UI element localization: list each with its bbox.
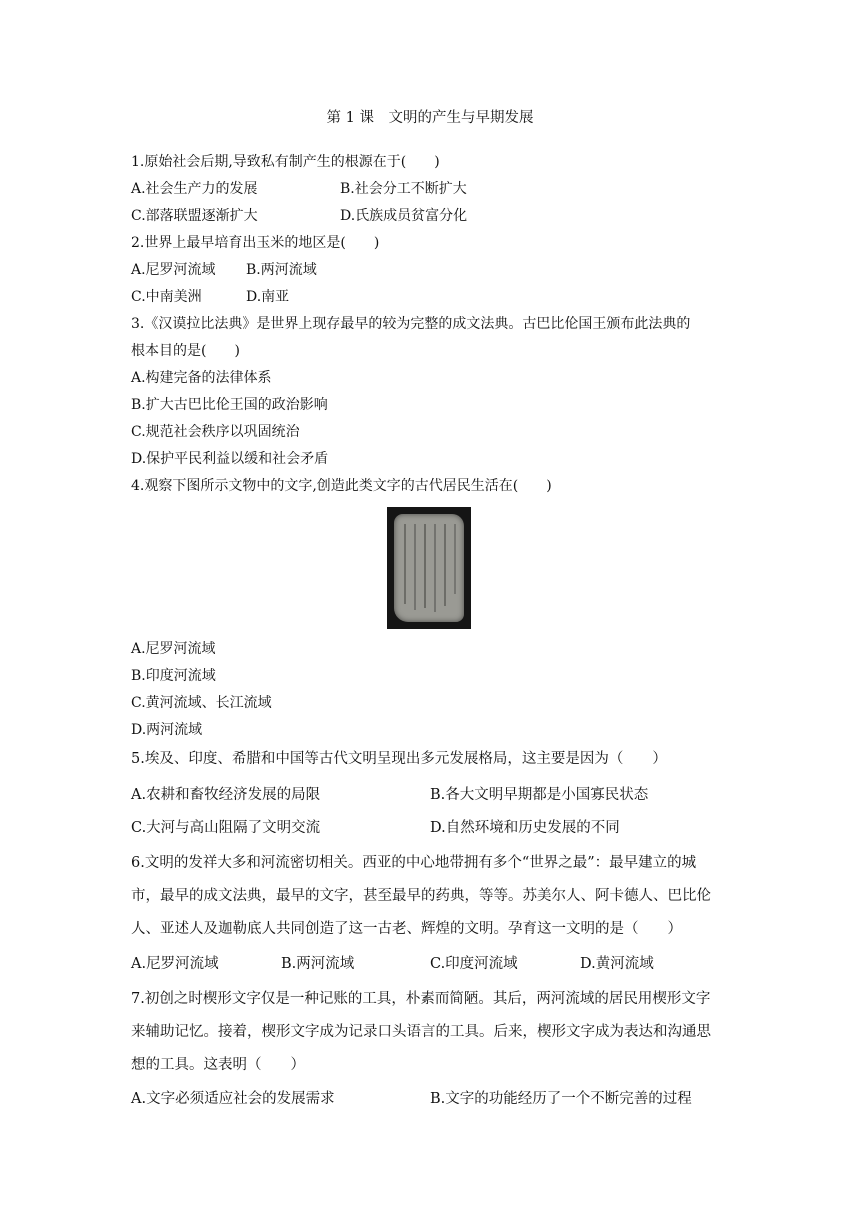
question-5: 5.埃及、印度、希腊和中国等古代文明呈现出多元发展格局，这主要是因为（ ） — [131, 751, 667, 767]
q1-option-a: A.社会生产力的发展 — [131, 181, 258, 197]
question-7-line-3: 想的工具。这表明（ ） — [131, 1057, 305, 1073]
q4-option-c: C.黄河流域、长江流域 — [131, 695, 272, 711]
q4-option-d: D.两河流域 — [131, 722, 203, 738]
question-2: 2.世界上最早培育出玉米的地区是( ) — [131, 235, 380, 251]
lesson-title: 第 1 课 文明的产生与早期发展 — [326, 110, 534, 126]
q1-option-d: D.氏族成员贫富分化 — [340, 208, 468, 224]
question-6-line-3: 人、亚述人及迦勒底人共同创造了这一古老、辉煌的文明。孕育这一文明的是（ ） — [131, 921, 682, 937]
question-1: 1.原始社会后期,导致私有制产生的根源在于( ) — [131, 154, 440, 170]
q5-option-b: B.各大文明早期都是小国寡民状态 — [430, 787, 649, 803]
q3-option-d: D.保护平民利益以缓和社会矛盾 — [131, 451, 329, 467]
question-7-line-1: 7.初创之时楔形文字仅是一种记账的工具，朴素而简陋。其后，两河流域的居民用楔形文字 — [131, 991, 711, 1007]
q2-option-d: D.南亚 — [246, 289, 290, 305]
tablet-surface — [394, 514, 464, 622]
q2-option-b: B.两河流域 — [246, 262, 317, 278]
q6-option-d: D.黄河流域 — [580, 956, 654, 972]
q6-option-a: A.尼罗河流域 — [131, 956, 219, 972]
q3-option-b: B.扩大古巴比伦王国的政治影响 — [131, 397, 328, 413]
q3-option-c: C.规范社会秩序以巩固统治 — [131, 424, 300, 440]
q1-option-b: B.社会分工不断扩大 — [340, 181, 467, 197]
q2-option-c: C.中南美洲 — [131, 289, 202, 305]
question-6-line-1: 6.文明的发祥大多和河流密切相关。西亚的中心地带拥有多个“世界之最”：最早建立的城 — [131, 855, 697, 871]
question-4: 4.观察下图所示文物中的文字,创造此类文字的古代居民生活在( ) — [131, 478, 552, 494]
question-7-line-2: 来辅助记忆。接着，楔形文字成为记录口头语言的工具。后来，楔形文字成为表达和沟通思 — [131, 1024, 711, 1040]
q3-option-a: A.构建完备的法律体系 — [131, 370, 272, 386]
q5-option-d: D.自然环境和历史发展的不同 — [430, 820, 620, 836]
q6-option-c: C.印度河流域 — [430, 956, 518, 972]
q4-option-b: B.印度河流域 — [131, 668, 216, 684]
q7-option-b: B.文字的功能经历了一个不断完善的过程 — [430, 1091, 692, 1107]
q7-option-a: A.文字必须适应社会的发展需求 — [131, 1091, 335, 1107]
question-3-line-2: 根本目的是( ) — [131, 343, 240, 359]
q4-option-a: A.尼罗河流域 — [131, 641, 216, 657]
q5-option-c: C.大河与高山阻隔了文明交流 — [131, 820, 321, 836]
cuneiform-tablet-image — [387, 507, 471, 629]
q6-option-b: B.两河流域 — [281, 956, 355, 972]
q5-option-a: A.农耕和畜牧经济发展的局限 — [131, 787, 321, 803]
q2-option-a: A.尼罗河流域 — [131, 262, 216, 278]
q1-option-c: C.部落联盟逐渐扩大 — [131, 208, 258, 224]
question-3-line-1: 3.《汉谟拉比法典》是世界上现存最早的较为完整的成文法典。古巴比伦国王颁布此法典的 — [131, 316, 691, 332]
question-6-line-2: 市，最早的成文法典，最早的文字，甚至最早的药典，等等。苏美尔人、阿卡德人、巴比伦 — [131, 888, 711, 904]
